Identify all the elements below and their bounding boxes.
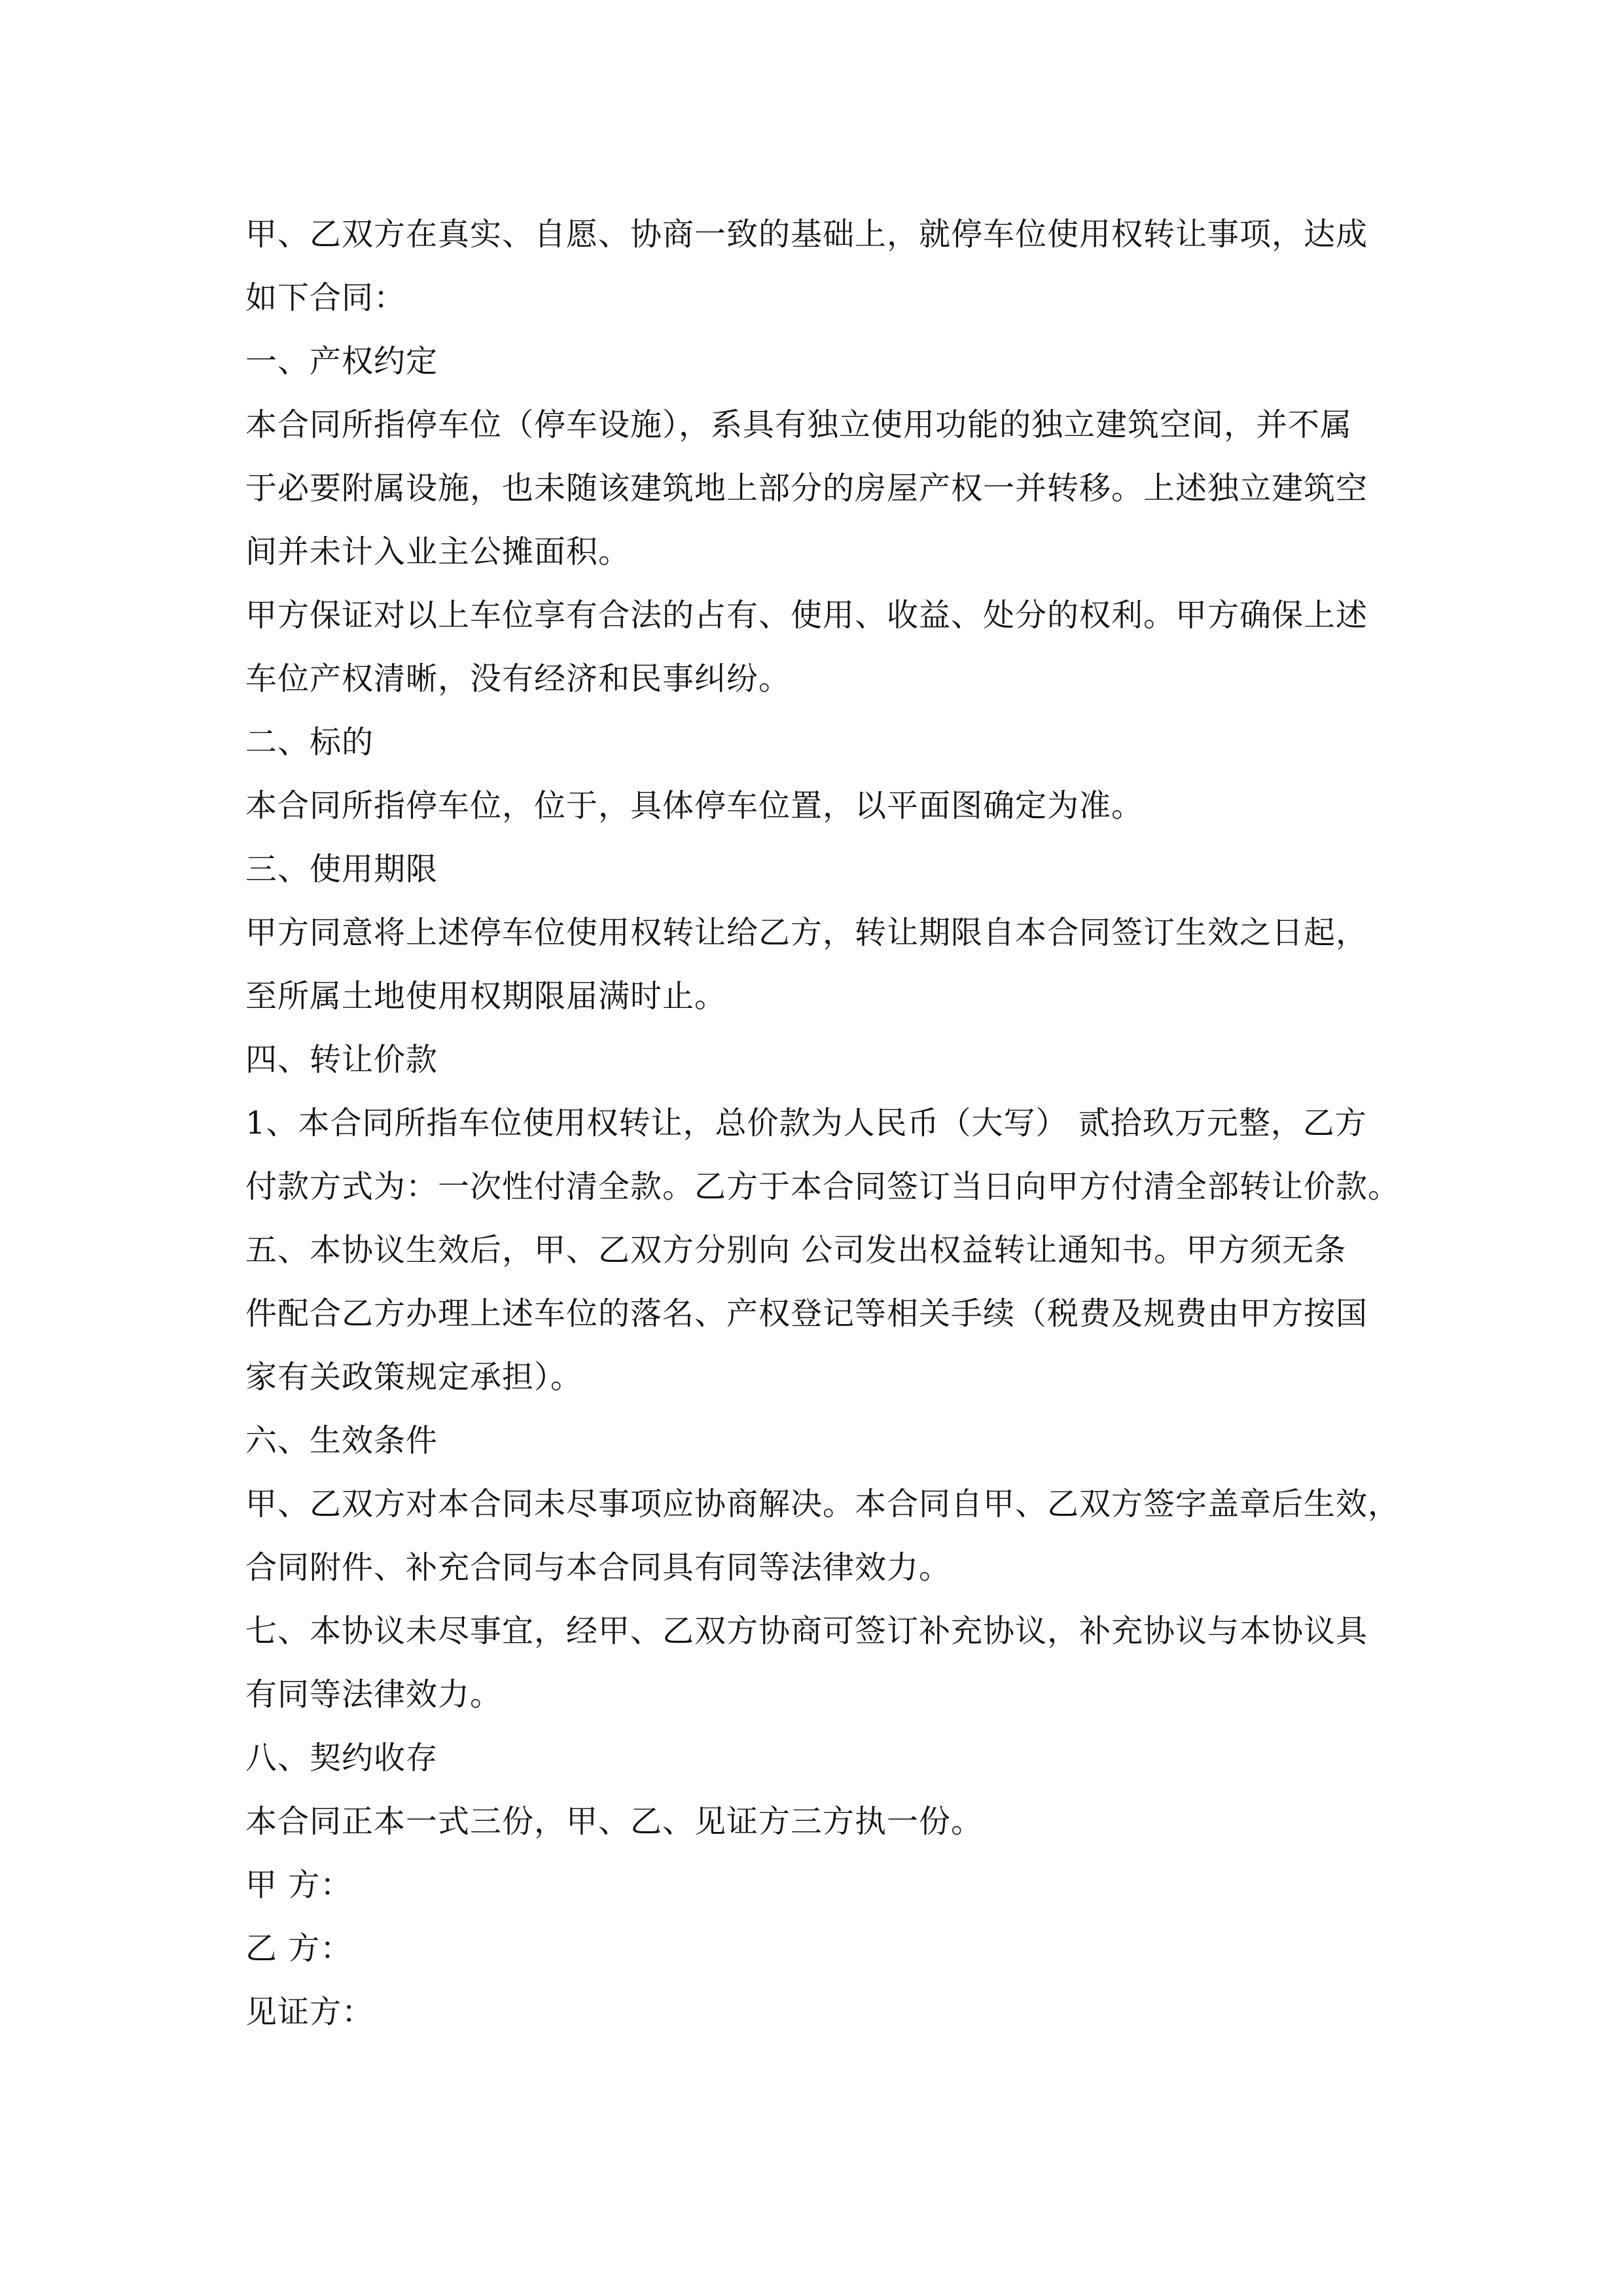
section-heading: 三、使用期限 bbox=[245, 851, 438, 888]
text-line: 甲、乙双方在真实、自愿、协商一致的基础上，就停车位使用权转让事项，达成 bbox=[245, 216, 1368, 253]
section-heading: 二、标的 bbox=[245, 724, 374, 761]
signature-party-b: 乙 方： bbox=[245, 1930, 353, 1967]
text-line: 五、本协议生效后，甲、乙双方分别向 公司发出权益转让通知书。甲方须无条 bbox=[245, 1232, 1347, 1268]
section-heading: 一、产权约定 bbox=[245, 343, 438, 380]
text-line: 至所属土地使用权期限届满时止。 bbox=[245, 978, 727, 1014]
text-line: 本合同所指停车位（停车设施），系具有独立使用功能的独立建筑空间，并不属 bbox=[245, 406, 1353, 443]
text-line: 甲方保证对以上车位享有合法的占有、使用、收益、处分的权利。甲方确保上述 bbox=[245, 597, 1368, 634]
text-line: 件配合乙方办理上述车位的落名、产权登记等相关手续（税费及规费由甲方按国 bbox=[245, 1295, 1368, 1332]
signature-witness: 见证方： bbox=[245, 1994, 374, 2030]
contract-body bbox=[245, 203, 1400, 2044]
text-line: 七、本协议未尽事宜，经甲、乙双方协商可签订补充协议，补充协议与本协议具 bbox=[245, 1613, 1368, 1649]
section-heading: 六、生效条件 bbox=[245, 1422, 438, 1459]
text-line: 间并未计入业主公摊面积。 bbox=[245, 533, 631, 570]
text-line: 车位产权清晰，没有经济和民事纠纷。 bbox=[245, 660, 791, 697]
text-line: 本合同正本一式三份，甲、乙、见证方三方执一份。 bbox=[245, 1803, 984, 1840]
text-line: 如下合同： bbox=[245, 279, 406, 316]
text-line: 于必要附属设施，也未随该建筑地上部分的房屋产权一并转移。上述独立建筑空 bbox=[245, 470, 1368, 507]
text-line: 合同附件、补充合同与本合同具有同等法律效力。 bbox=[245, 1549, 952, 1586]
text-line: 1、本合同所指车位使用权转让，总价款为人民币（大写） 贰拾玖万元整，乙方 bbox=[245, 1105, 1367, 1141]
signature-party-a: 甲 方： bbox=[245, 1867, 353, 1903]
text-line: 甲方同意将上述停车位使用权转让给乙方，转让期限自本合同签订生效之日起， bbox=[245, 914, 1368, 951]
section-heading: 四、转让价款 bbox=[245, 1041, 438, 1078]
text-line: 甲、乙双方对本合同未尽事项应协商解决。本合同自甲、乙双方签字盖章后生效， bbox=[245, 1486, 1400, 1522]
text-line: 有同等法律效力。 bbox=[245, 1676, 503, 1713]
text-line: 本合同所指停车位，位于，具体停车位置，以平面图确定为准。 bbox=[245, 787, 1144, 824]
section-heading: 八、契约收存 bbox=[245, 1740, 438, 1776]
text-line: 付款方式为：一次性付清全款。乙方于本合同签订当日向甲方付清全部转让价款。 bbox=[245, 1168, 1400, 1205]
text-line: 家有关政策规定承担）。 bbox=[245, 1359, 583, 1395]
